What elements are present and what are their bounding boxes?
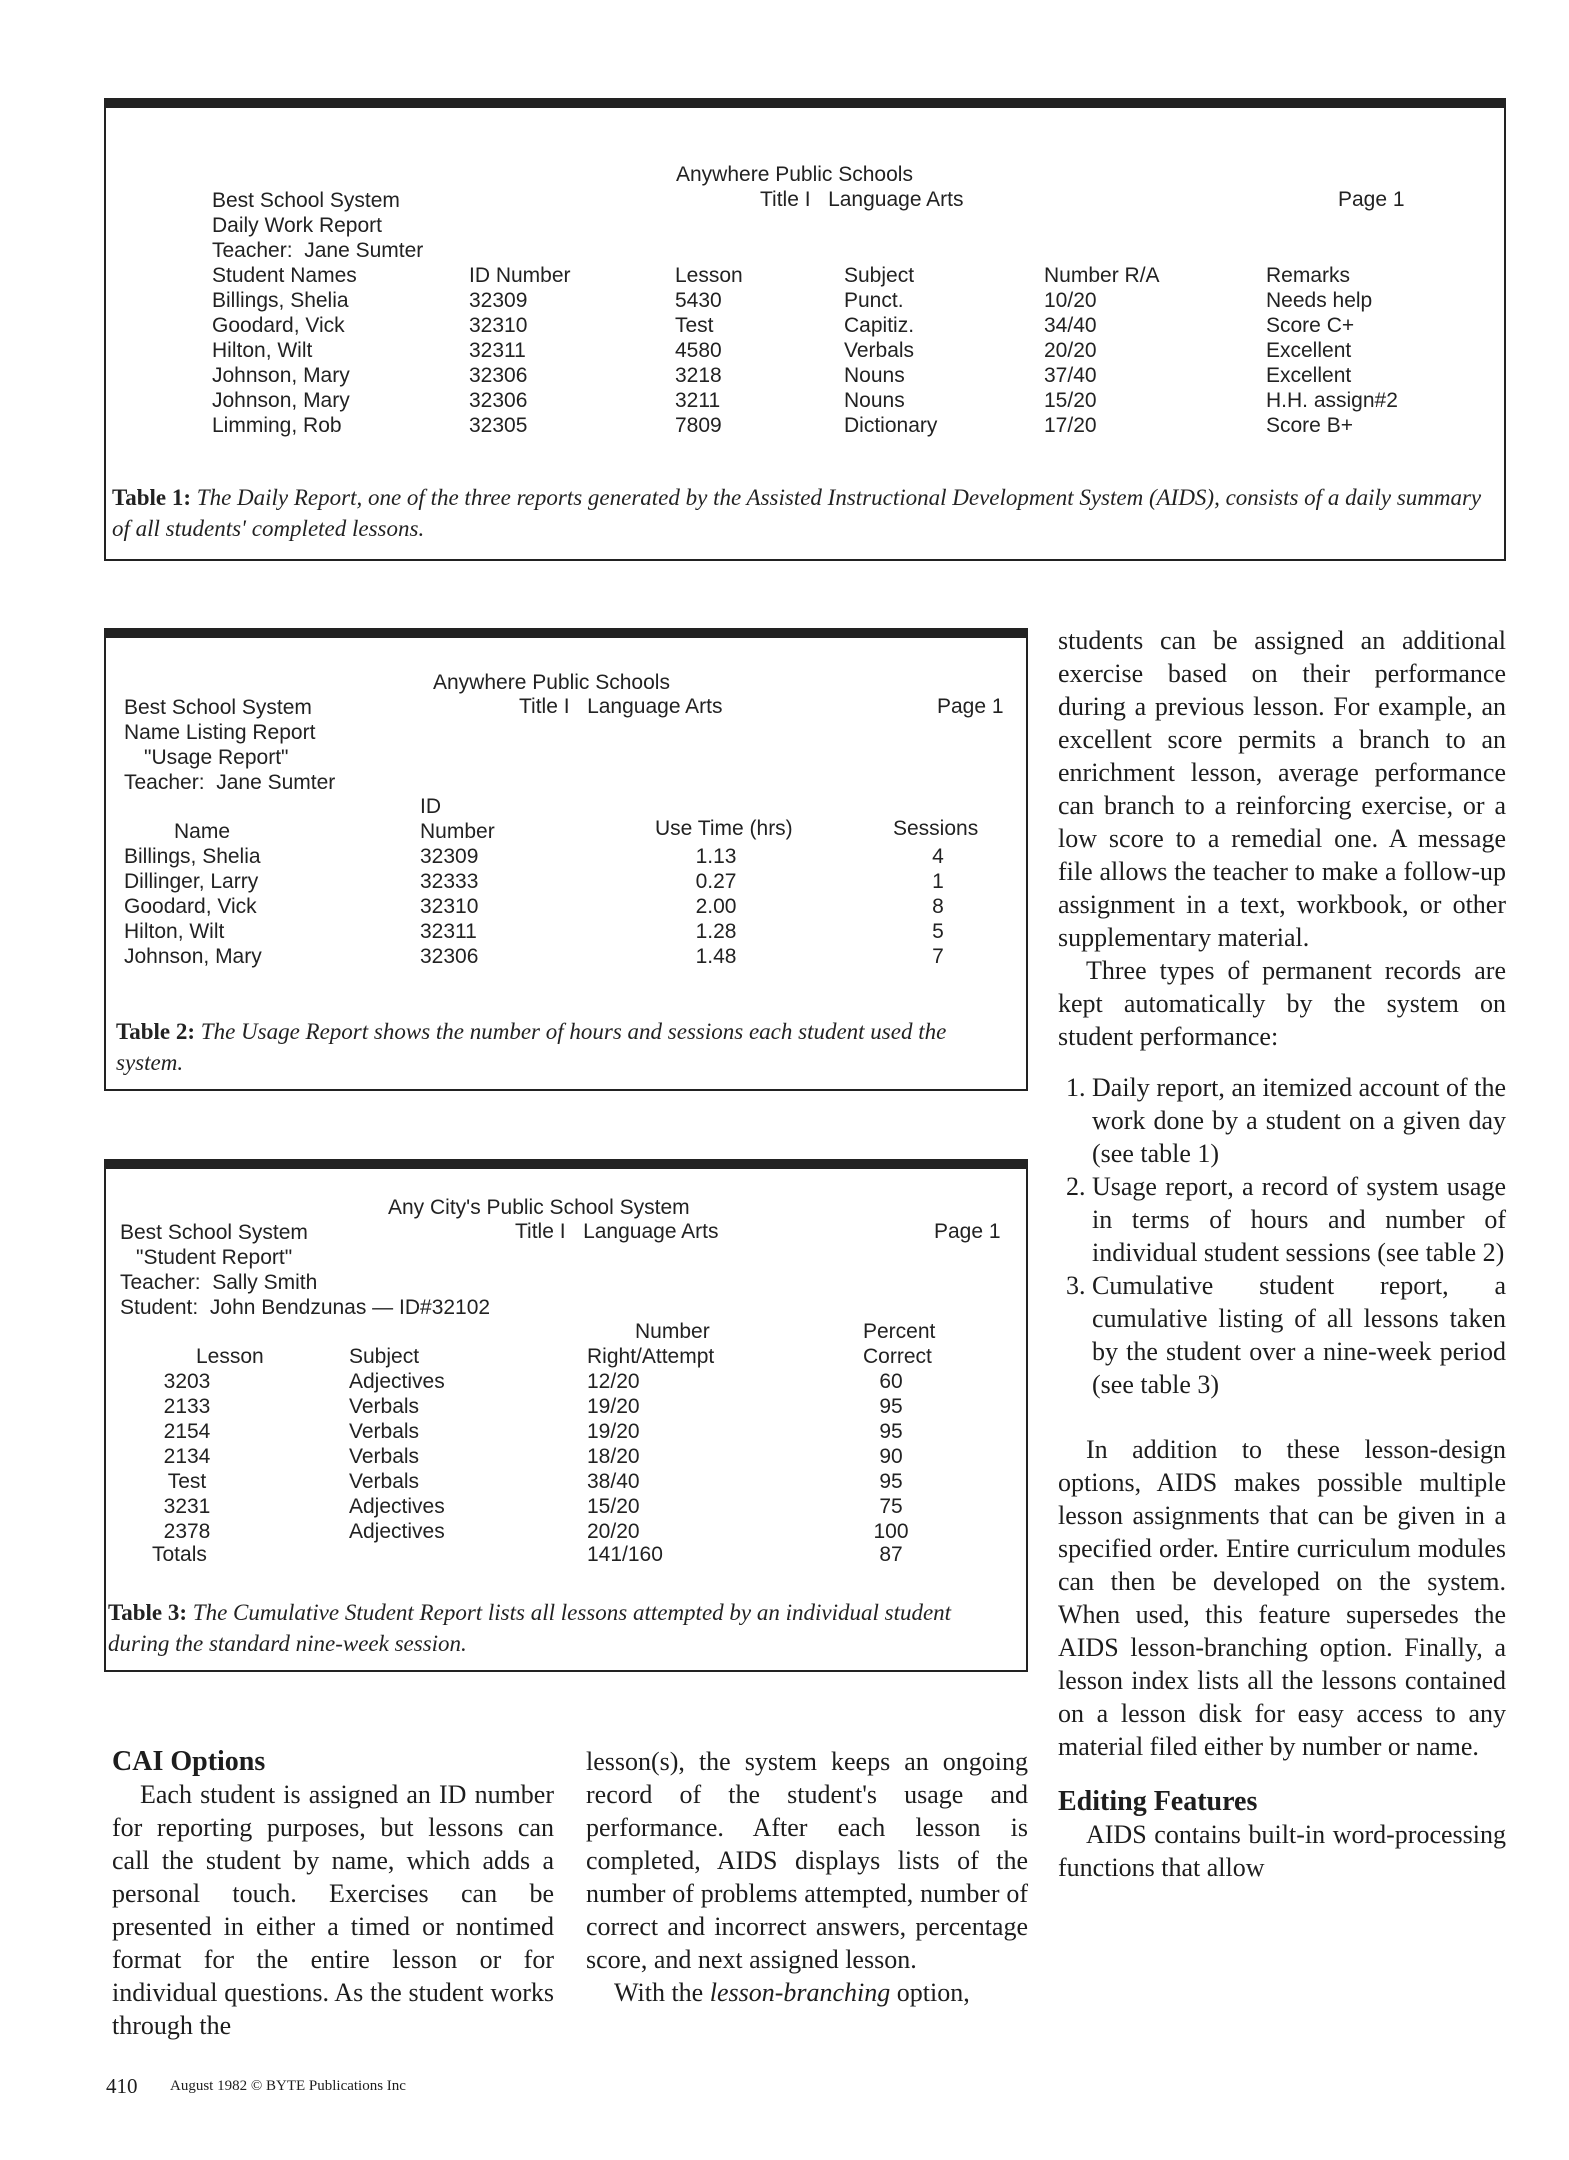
table-1-caption — [112, 482, 1482, 544]
table-2-cell-use-time: 0.27 — [695, 870, 737, 893]
table-1-system: Best School System — [212, 189, 400, 212]
table-3-cell-lesson: 3203 — [163, 1370, 211, 1393]
table-2-cell-use-time: 1.48 — [695, 945, 737, 968]
table-1-col-remarks: Remarks — [1266, 264, 1351, 287]
table-2-teacher: Teacher: Jane Sumter — [124, 771, 336, 794]
table-3-cell-number: 19/20 — [587, 1395, 640, 1418]
table-2-cell-sessions: 5 — [932, 920, 944, 943]
table-3-student: Student: John Bendzunas — ID#32102 — [120, 1296, 491, 1319]
middle-para-1: lesson(s), the system keeps an ongoing record of the student's usage and performance. After each lesson is completed, AIDS displays lists of the number of problems attempted, number of correct and incorrect answers, percentage score, and next assigned lesson. — [586, 1747, 1028, 1974]
table-1-cell-lesson: 4580 — [675, 339, 722, 362]
table-2-cell-id-number: 32310 — [420, 895, 479, 918]
table-1-report-title: Daily Work Report — [212, 214, 382, 237]
table-1-cell-number-ra: 34/40 — [1044, 314, 1097, 337]
table-1-cell-remarks: Score B+ — [1266, 414, 1353, 437]
right-column — [1058, 624, 1506, 1884]
table-2-cell-use-time: 1.13 — [695, 845, 737, 868]
table-3-col-percent-1: Percent — [863, 1320, 936, 1343]
left-column — [112, 1745, 554, 2042]
table-1-cell-remarks: Needs help — [1266, 289, 1373, 312]
table-3-caption — [108, 1597, 1018, 1659]
publication-credit: August 1982 © BYTE Publications Inc — [170, 2078, 406, 2094]
table-3-cell-number: 20/20 — [587, 1520, 640, 1543]
table-1-cell-subject: Dictionary — [844, 414, 938, 437]
middle-column — [586, 1745, 1028, 2009]
table-3-cell-percent: 90 — [879, 1445, 903, 1468]
table-1-cell-number-ra: 15/20 — [1044, 389, 1097, 412]
table-1-cell-lesson: 3211 — [675, 389, 721, 412]
table-2-caption — [116, 1016, 1016, 1078]
page-number: 410 — [106, 2074, 138, 2098]
table-3-school: Any City's Public School System — [388, 1196, 690, 1219]
table-1-page: Page 1 — [1338, 188, 1405, 211]
table-2-col-sessions: Sessions — [893, 817, 979, 840]
table-1-cell-student-name: Hilton, Wilt — [212, 339, 313, 362]
table-3-col-percent-2: Correct — [863, 1345, 932, 1368]
table-1-cell-student-name: Goodard, Vick — [212, 314, 345, 337]
table-1-cell-subject: Capitiz. — [844, 314, 915, 337]
table-2-caption-text: The Usage Report shows the number of hours and sessions each student used the system. — [116, 1019, 947, 1075]
table-3-cell-percent: 95 — [879, 1420, 903, 1443]
right-para-1: students can be assigned an additional exercise based on their performance during a previous lesson. For example, an excellent score permits a branch to an enrichment lesson, average performance can branch to a reinforcing exercise, or a low score to a remedial one. A message file allows the teacher to make a follow-up assignment in a text, workbook, or other supplementary material. — [1058, 626, 1506, 952]
table-3-cell-subject: Adjectives — [349, 1520, 445, 1543]
table-3-cell-lesson: 2133 — [163, 1395, 211, 1418]
table-1-cell-subject: Nouns — [844, 389, 905, 412]
table-1-cell-id-number: 32305 — [469, 414, 528, 437]
table-1-col-subject: Subject — [844, 264, 915, 287]
table-2-report-subtitle: "Usage Report" — [144, 746, 289, 769]
table-3-cell-number: 18/20 — [587, 1445, 640, 1468]
table-1-cell-id-number: 32309 — [469, 289, 528, 312]
table-2-cell-sessions: 7 — [932, 945, 944, 968]
table-3-cell-percent: 95 — [879, 1395, 903, 1418]
lesson-branching-term: lesson-branching — [709, 1978, 891, 2007]
table-1-box — [104, 106, 1506, 561]
table-1-rule — [104, 98, 1506, 108]
table-2-cell-id-number: 32309 — [420, 845, 479, 868]
left-para-1: Each student is assigned an ID number for reporting purposes, but lessons can call the student by name, which adds a personal touch. Exercises can be presented in either a timed or nontimed format for the entire lesson or for individual questions. As the student works through the — [112, 1780, 554, 2040]
table-2-cell-sessions: 4 — [932, 845, 944, 868]
table-1-cell-lesson: 3218 — [675, 364, 722, 387]
table-1-cell-student-name: Limming, Rob — [212, 414, 342, 437]
records-list-item: 1. Daily report, an itemized account of the work done by a student on a given day (see table 1) — [1092, 1071, 1506, 1170]
table-3-cell-lesson: 3231 — [163, 1495, 211, 1518]
table-2-cell-sessions: 8 — [932, 895, 944, 918]
table-2-cell-name: Johnson, Mary — [124, 945, 262, 968]
table-1-cell-number-ra: 10/20 — [1044, 289, 1097, 312]
table-3-col-lesson: Lesson — [196, 1345, 264, 1368]
table-1-cell-number-ra: 20/20 — [1044, 339, 1097, 362]
table-3-cell-percent: 75 — [879, 1495, 903, 1518]
table-3-cell-lesson: 2134 — [163, 1445, 211, 1468]
table-3-cell-subject: Verbals — [349, 1395, 420, 1418]
table-2-report-title: Name Listing Report — [124, 721, 316, 744]
table-1-col-number-ra: Number R/A — [1044, 264, 1160, 287]
table-2-box — [104, 636, 1028, 1091]
table-3-page: Page 1 — [934, 1220, 1001, 1243]
table-1-cell-student-name: Johnson, Mary — [212, 389, 350, 412]
table-1-cell-lesson: 7809 — [675, 414, 722, 437]
right-para-4: AIDS contains built-in word-processing functions that allow — [1058, 1820, 1506, 1882]
table-2-school: Anywhere Public Schools — [433, 671, 670, 694]
middle-para-2-start: With the — [614, 1978, 710, 2007]
table-1-cell-number-ra: 37/40 — [1044, 364, 1097, 387]
table-2-cell-id-number: 32333 — [420, 870, 479, 893]
table-3-totals-percent: 87 — [879, 1543, 903, 1566]
table-3-teacher: Teacher: Sally Smith — [120, 1271, 318, 1294]
middle-para-2 — [586, 1976, 1028, 2009]
table-3-cell-number: 19/20 — [587, 1420, 640, 1443]
table-2-col-time: Use Time (hrs) — [655, 817, 793, 840]
table-1-cell-remarks: Score C+ — [1266, 314, 1355, 337]
table-3-box — [104, 1167, 1028, 1672]
table-2-col-id-1: ID — [420, 795, 441, 818]
table-1-cell-number-ra: 17/20 — [1044, 414, 1097, 437]
table-2-rule — [104, 628, 1028, 638]
table-3-cell-number: 12/20 — [587, 1370, 640, 1393]
table-3-col-number-2: Right/Attempt — [587, 1345, 715, 1368]
table-2-system: Best School System — [124, 696, 312, 719]
table-3-cell-lesson: Test — [167, 1470, 207, 1493]
records-list-item: 3. Cumulative student report, a cumulative listing of all lessons taken by the student over a nine-week period (see table 3) — [1092, 1269, 1506, 1401]
table-1-col-id-number: ID Number — [469, 264, 571, 287]
table-2-program: Title I Language Arts — [519, 695, 723, 718]
table-1-cell-id-number: 32306 — [469, 389, 528, 412]
table-3-cell-percent: 100 — [873, 1520, 909, 1543]
records-list-item: 2. Usage report, a record of system usage in terms of hours and number of individual student sessions (see table 2) — [1092, 1170, 1506, 1269]
table-3-cell-number: 15/20 — [587, 1495, 640, 1518]
table-2-cell-id-number: 32306 — [420, 945, 479, 968]
table-1-cell-student-name: Johnson, Mary — [212, 364, 350, 387]
table-1-program: Title I Language Arts — [760, 188, 964, 211]
table-3-caption-text: The Cumulative Student Report lists all lessons attempted by an individual student during the standard nine-week session. — [108, 1600, 952, 1656]
table-1-caption-text: The Daily Report, one of the three reports generated by the Assisted Instructional Development System (AIDS), consists of a daily summary of all students' completed lessons. — [112, 485, 1482, 541]
editing-features-heading: Editing Features — [1058, 1786, 1258, 1817]
table-1-cell-id-number: 32310 — [469, 314, 528, 337]
table-1-school: Anywhere Public Schools — [676, 163, 913, 186]
cai-options-heading: CAI Options — [112, 1746, 266, 1777]
table-1-caption-label: Table 1: — [112, 485, 192, 510]
table-3-cell-subject: Adjectives — [349, 1495, 445, 1518]
table-1-cell-remarks: Excellent — [1266, 364, 1352, 387]
table-3-caption-label: Table 3: — [108, 1600, 188, 1625]
table-1-cell-id-number: 32311 — [469, 339, 526, 362]
table-2-cell-name: Billings, Shelia — [124, 845, 261, 868]
table-3-totals-number: 141/160 — [587, 1543, 663, 1566]
right-para-3: In addition to these lesson-design options, AIDS makes possible multiple lesson assignments that can be given in a specified order. Entire curriculum modules can then be developed on the system. When used, this feature supersedes the AIDS lesson-branching option. Finally, a lesson index lists all the lessons contained on a lesson disk for easy access to any material filed either by number or name. — [1058, 1435, 1506, 1761]
table-1-cell-subject: Nouns — [844, 364, 905, 387]
table-3-cell-lesson: 2378 — [163, 1520, 211, 1543]
records-list — [1058, 1071, 1506, 1401]
table-3-col-subject: Subject — [349, 1345, 420, 1368]
table-1-teacher: Teacher: Jane Sumter — [212, 239, 424, 262]
table-3-cell-subject: Adjectives — [349, 1370, 445, 1393]
table-1-cell-subject: Verbals — [844, 339, 915, 362]
table-2-cell-use-time: 1.28 — [695, 920, 737, 943]
table-1-col-student-name: Student Names — [212, 264, 357, 287]
table-3-report-title: "Student Report" — [136, 1246, 293, 1269]
table-3-cell-subject: Verbals — [349, 1445, 420, 1468]
table-3-rule — [104, 1159, 1028, 1169]
table-2-page: Page 1 — [937, 695, 1004, 718]
table-3-cell-subject: Verbals — [349, 1420, 420, 1443]
table-1-cell-remarks: Excellent — [1266, 339, 1352, 362]
table-3-cell-subject: Verbals — [349, 1470, 420, 1493]
table-3-cell-number: 38/40 — [587, 1470, 640, 1493]
table-2-cell-use-time: 2.00 — [695, 895, 737, 918]
table-3-cell-lesson: 2154 — [163, 1420, 211, 1443]
table-3-totals-label: Totals — [152, 1543, 207, 1566]
table-1-col-lesson: Lesson — [675, 264, 743, 287]
table-1-cell-lesson: Test — [675, 314, 714, 337]
right-para-2: Three types of permanent records are kept automatically by the system on student performance: — [1058, 956, 1506, 1051]
table-3-col-number-1: Number — [635, 1320, 710, 1343]
table-3-system: Best School System — [120, 1221, 308, 1244]
table-1-cell-lesson: 5430 — [675, 289, 722, 312]
table-2-cell-sessions: 1 — [932, 870, 944, 893]
table-1-cell-id-number: 32306 — [469, 364, 528, 387]
table-3-cell-percent: 60 — [879, 1370, 903, 1393]
table-2-caption-label: Table 2: — [116, 1019, 196, 1044]
table-2-cell-name: Hilton, Wilt — [124, 920, 225, 943]
table-1-cell-remarks: H.H. assign#2 — [1266, 389, 1398, 412]
table-2-col-id-2: Number — [420, 820, 495, 843]
table-2-cell-name: Goodard, Vick — [124, 895, 257, 918]
table-1-cell-student-name: Billings, Shelia — [212, 289, 349, 312]
table-3-program: Title I Language Arts — [515, 1220, 719, 1243]
table-2-cell-id-number: 32311 — [420, 920, 477, 943]
middle-para-2-end: option, — [890, 1978, 970, 2007]
table-1-cell-subject: Punct. — [844, 289, 904, 312]
table-3-cell-percent: 95 — [879, 1470, 903, 1493]
table-2-cell-name: Dillinger, Larry — [124, 870, 259, 893]
table-2-col-name: Name — [174, 820, 231, 843]
